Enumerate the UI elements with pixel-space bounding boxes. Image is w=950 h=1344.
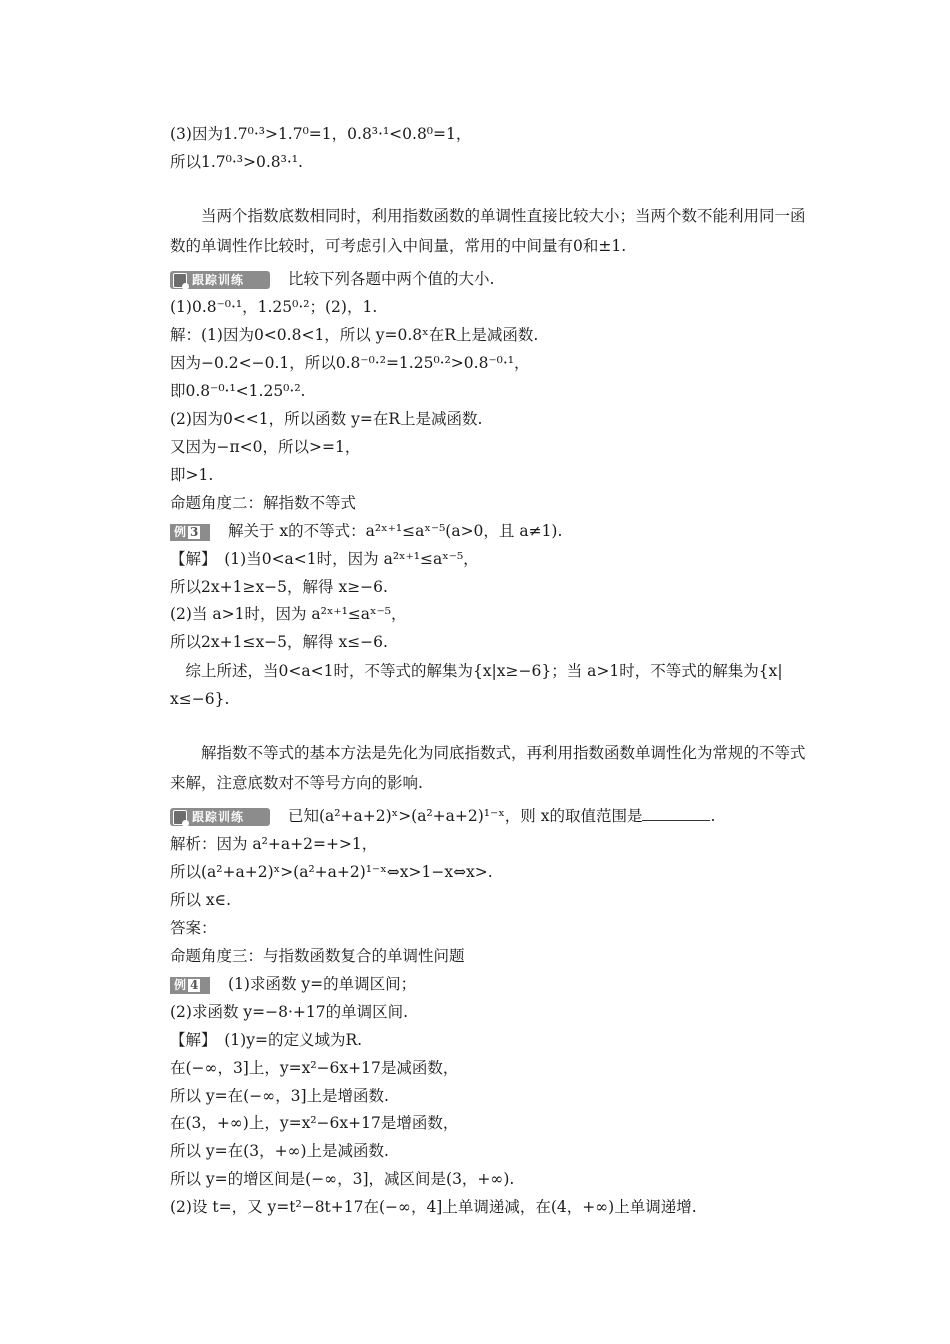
- example-badge: 例 4: [170, 977, 210, 994]
- section-heading: 命题角度二：解指数不等式: [170, 494, 357, 512]
- notebook-icon: [173, 273, 187, 288]
- text-line: 所以2x+1≤x−5，解得 x≤−6.: [170, 633, 388, 651]
- example-badge: 例 3: [170, 524, 210, 541]
- text-line: 又因为−π<0，所以>=1，: [170, 438, 361, 456]
- tracking-exercise-header: 跟踪训练 已知(a²+a+2)ˣ>(a²+a+2)¹⁻ˣ，则 x的取值范围是 .: [170, 805, 715, 827]
- text-line: 综上所述，当0<a<1时，不等式的解集为{x|x≥−6}；当 a>1时，不等式的解集为{x|: [170, 662, 783, 680]
- exercise-prompt: 已知(a²+a+2)ˣ>(a²+a+2)¹⁻ˣ，则 x的取值范围是: [288, 807, 643, 825]
- exercise-prompt: 比较下列各题中两个值的大小.: [288, 270, 495, 288]
- text-line: 解析：因为 a²+a+2=+>1，: [170, 835, 378, 853]
- tracking-exercise-header: [170, 268, 494, 290]
- text-line: 即0.8⁻⁰·¹<1.25⁰·².: [170, 382, 306, 400]
- text-line: 所以2x+1≥x−5，解得 x≥−6.: [170, 578, 388, 596]
- text-line: 所以(a²+a+2)ˣ>(a²+a+2)¹⁻ˣ⇔x>1−x⇔x>.: [170, 863, 493, 881]
- text-line: 【解】 (1)y=的定义域为R.: [170, 1031, 363, 1049]
- text-line: 答案：: [170, 919, 217, 937]
- example-3-header: [170, 520, 562, 542]
- notebook-icon: [173, 810, 187, 825]
- example-4-header: [170, 973, 416, 995]
- text-line: 在(−∞，3]上，y=x²−6x+17是减函数，: [170, 1059, 459, 1077]
- text-line: 解：(1)因为0<0.8<1，所以 y=0.8ˣ在R上是减函数.: [170, 326, 539, 344]
- text-line: 【解】 (1)当0<a<1时，因为 a²ˣ⁺¹≤aˣ⁻⁵，: [170, 550, 479, 568]
- method-note-paragraph: 当两个指数底数相同时，利用指数函数的单调性直接比较大小；当两个数不能利用同一函数的单调性作比较时，可考虑引入中间量，常用的中间量有0和±1.: [170, 207, 806, 255]
- text-line: 在(3，+∞)上，y=x²−6x+17是增函数，: [170, 1114, 459, 1132]
- text-line: (1)0.8⁻⁰·¹，1.25⁰·²；(2)，1.: [170, 298, 378, 316]
- section-heading: 命题角度三：与指数函数复合的单调性问题: [170, 947, 465, 965]
- text-line: (2)因为0<<1，所以函数 y=在R上是减函数.: [170, 410, 483, 428]
- tracking-training-badge: 跟踪训练: [170, 808, 270, 826]
- text-line: (3)因为1.7⁰·³>1.7⁰=1，0.8³·¹<0.8⁰=1，: [170, 125, 472, 143]
- tracking-training-badge: 跟踪训练: [170, 271, 270, 289]
- text-line: 所以 y=的增区间是(−∞，3]，减区间是(3，+∞).: [170, 1170, 515, 1188]
- text-line: (2)当 a>1时，因为 a²ˣ⁺¹≤aˣ⁻⁵，: [170, 605, 407, 623]
- text-line: 所以1.7⁰·³>0.8³·¹.: [170, 153, 303, 171]
- text-line: x≤−6}.: [170, 690, 230, 708]
- example-prompt: (1)求函数 y=的单调区间；: [228, 975, 417, 993]
- answer-blank: [642, 806, 710, 821]
- text-line: 所以 x∈.: [170, 891, 232, 909]
- text-line: (2)求函数 y=−8·+17的单调区间.: [170, 1003, 409, 1021]
- text-line: 因为−0.2<−0.1，所以0.8⁻⁰·²=1.25⁰·²>0.8⁻⁰·¹，: [170, 354, 530, 372]
- text-line: 所以 y=在(3，+∞)上是减函数.: [170, 1142, 389, 1160]
- text-line: 即>1.: [170, 466, 214, 484]
- text-line: 所以 y=在(−∞，3]上是增函数.: [170, 1087, 389, 1105]
- method-note-paragraph: 解指数不等式的基本方法是先化为同底指数式，再利用指数函数单调性化为常规的不等式来解，注意底数对不等号方向的影响.: [170, 744, 806, 792]
- example-prompt: 解关于 x的不等式：a²ˣ⁺¹≤aˣ⁻⁵(a>0，且 a≠1).: [228, 522, 563, 540]
- text-line: (2)设 t=，又 y=t²−8t+17在(−∞，4]上单调递减，在(4，+∞)上单调递增.: [170, 1198, 697, 1216]
